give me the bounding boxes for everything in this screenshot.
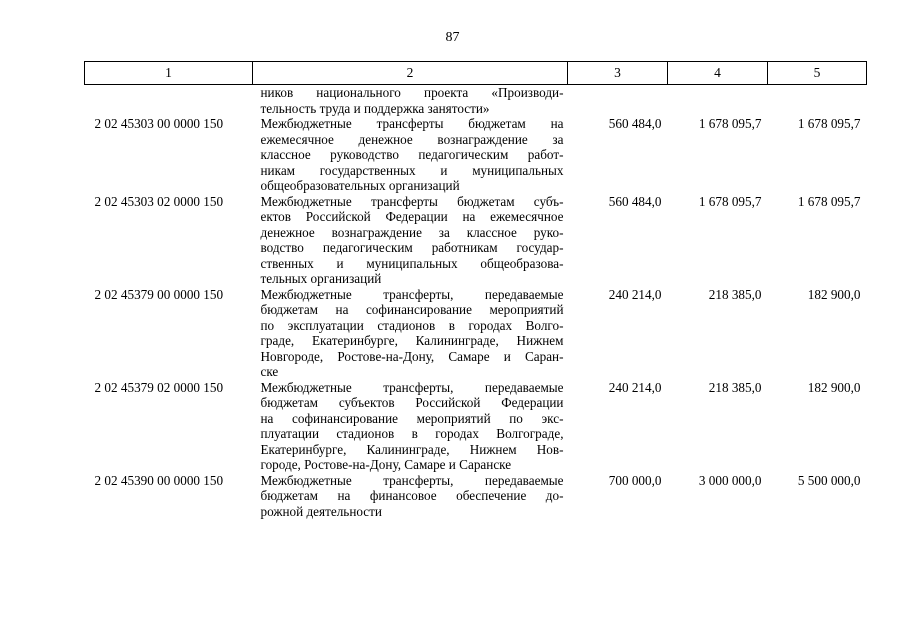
value-col4: 218 385,0	[708, 379, 762, 395]
description-line: бюджетам на софинансирование мероприятий	[260, 302, 564, 317]
table-row	[85, 116, 867, 194]
description-line: ектов Российской Федерации на ежемесячное	[260, 209, 564, 224]
row-description	[253, 473, 568, 520]
table-header-row	[85, 62, 867, 85]
column-header-1: 1	[85, 62, 253, 85]
value-col3: 560 484,0	[608, 116, 662, 131]
column-header-3: 3	[568, 62, 668, 85]
description-line: граде, Екатеринбурге, Калининграде, Нижнем	[260, 333, 564, 348]
value-col5: 1 678 095,7	[797, 193, 861, 209]
description-line: бюджетам на финансовое обеспечение до-	[260, 488, 564, 503]
description-line: Межбюджетные трансферты, передаваемые	[260, 286, 564, 302]
description-line: общеобразовательных организаций	[260, 178, 460, 193]
value-col3: 560 484,0	[608, 193, 662, 209]
row-description	[253, 116, 568, 194]
row-description	[253, 194, 568, 287]
description-line: плуатации стадионов в городах Волгограде,	[260, 426, 564, 441]
column-header-4: 4	[668, 62, 768, 85]
description-line: тельных организаций	[260, 271, 382, 286]
row-description	[253, 287, 568, 380]
budget-code: 2 02 45379 02 0000 150	[94, 379, 224, 395]
budget-table	[84, 61, 867, 519]
value-col5: 182 900,0	[807, 286, 861, 302]
table-row	[85, 287, 867, 380]
description-line: Межбюджетные трансферты бюджетам на	[260, 116, 564, 131]
description-line: ске	[260, 364, 279, 379]
description-line: городе, Ростове-на-Дону, Самаре и Саранске	[260, 457, 512, 472]
value-col4: 218 385,0	[708, 286, 762, 302]
description-line: тельность труда и поддержка занятости»	[260, 100, 490, 116]
page-number: 87	[445, 30, 460, 45]
budget-code: 2 02 45303 02 0000 150	[94, 193, 224, 209]
value-col3: 240 214,0	[608, 379, 662, 395]
description-line: классное руководство педагогическим работ-	[260, 147, 564, 162]
value-col4: 1 678 095,7	[698, 116, 762, 131]
column-header-2: 2	[253, 62, 568, 85]
table-row	[85, 194, 867, 287]
budget-code: 2 02 45379 00 0000 150	[94, 286, 224, 302]
column-header-5: 5	[768, 62, 867, 85]
description-line: водство педагогическим работникам государ-	[260, 240, 564, 255]
row-description	[253, 380, 568, 473]
table-row-continuation	[85, 85, 867, 117]
description-line: Межбюджетные трансферты, передаваемые	[260, 472, 564, 488]
value-col3: 240 214,0	[608, 286, 662, 302]
description-line: бюджетам субъектов Российской Федерации	[260, 395, 564, 410]
description-line: на софинансирование мероприятий по экс-	[260, 410, 564, 426]
value-col3: 700 000,0	[608, 472, 662, 488]
budget-code: 2 02 45303 00 0000 150	[94, 116, 224, 131]
description-line: ежемесячное денежное вознаграждение за	[260, 131, 564, 147]
value-col5: 1 678 095,7	[797, 116, 861, 131]
value-col4: 1 678 095,7	[698, 193, 762, 209]
budget-code: 2 02 45390 00 0000 150	[94, 472, 224, 488]
table-row	[85, 380, 867, 473]
description-line: Новгороде, Ростове-на-Дону, Самаре и Саран-	[260, 348, 564, 364]
description-line: Межбюджетные трансферты бюджетам субъ-	[260, 193, 564, 209]
table-row	[85, 473, 867, 520]
description-line: Межбюджетные трансферты, передаваемые	[260, 379, 564, 395]
description-line: рожной деятельности	[260, 503, 382, 519]
value-col5: 5 500 000,0	[797, 472, 861, 488]
value-col5: 182 900,0	[807, 379, 861, 395]
continuation-description	[253, 85, 568, 117]
description-line: денежное вознаграждение за классное руко-	[260, 224, 564, 240]
description-line: никам государственных и муниципальных	[260, 162, 564, 178]
description-line: Екатеринбурге, Калининграде, Нижнем Нов-	[260, 441, 564, 457]
description-line: ственных и муниципальных общеобразова-	[260, 255, 564, 271]
value-col4: 3 000 000,0	[698, 472, 762, 488]
description-line: по эксплуатации стадионов в городах Волго-	[260, 317, 564, 333]
description-line: ников национального проекта «Производи-	[260, 85, 564, 100]
